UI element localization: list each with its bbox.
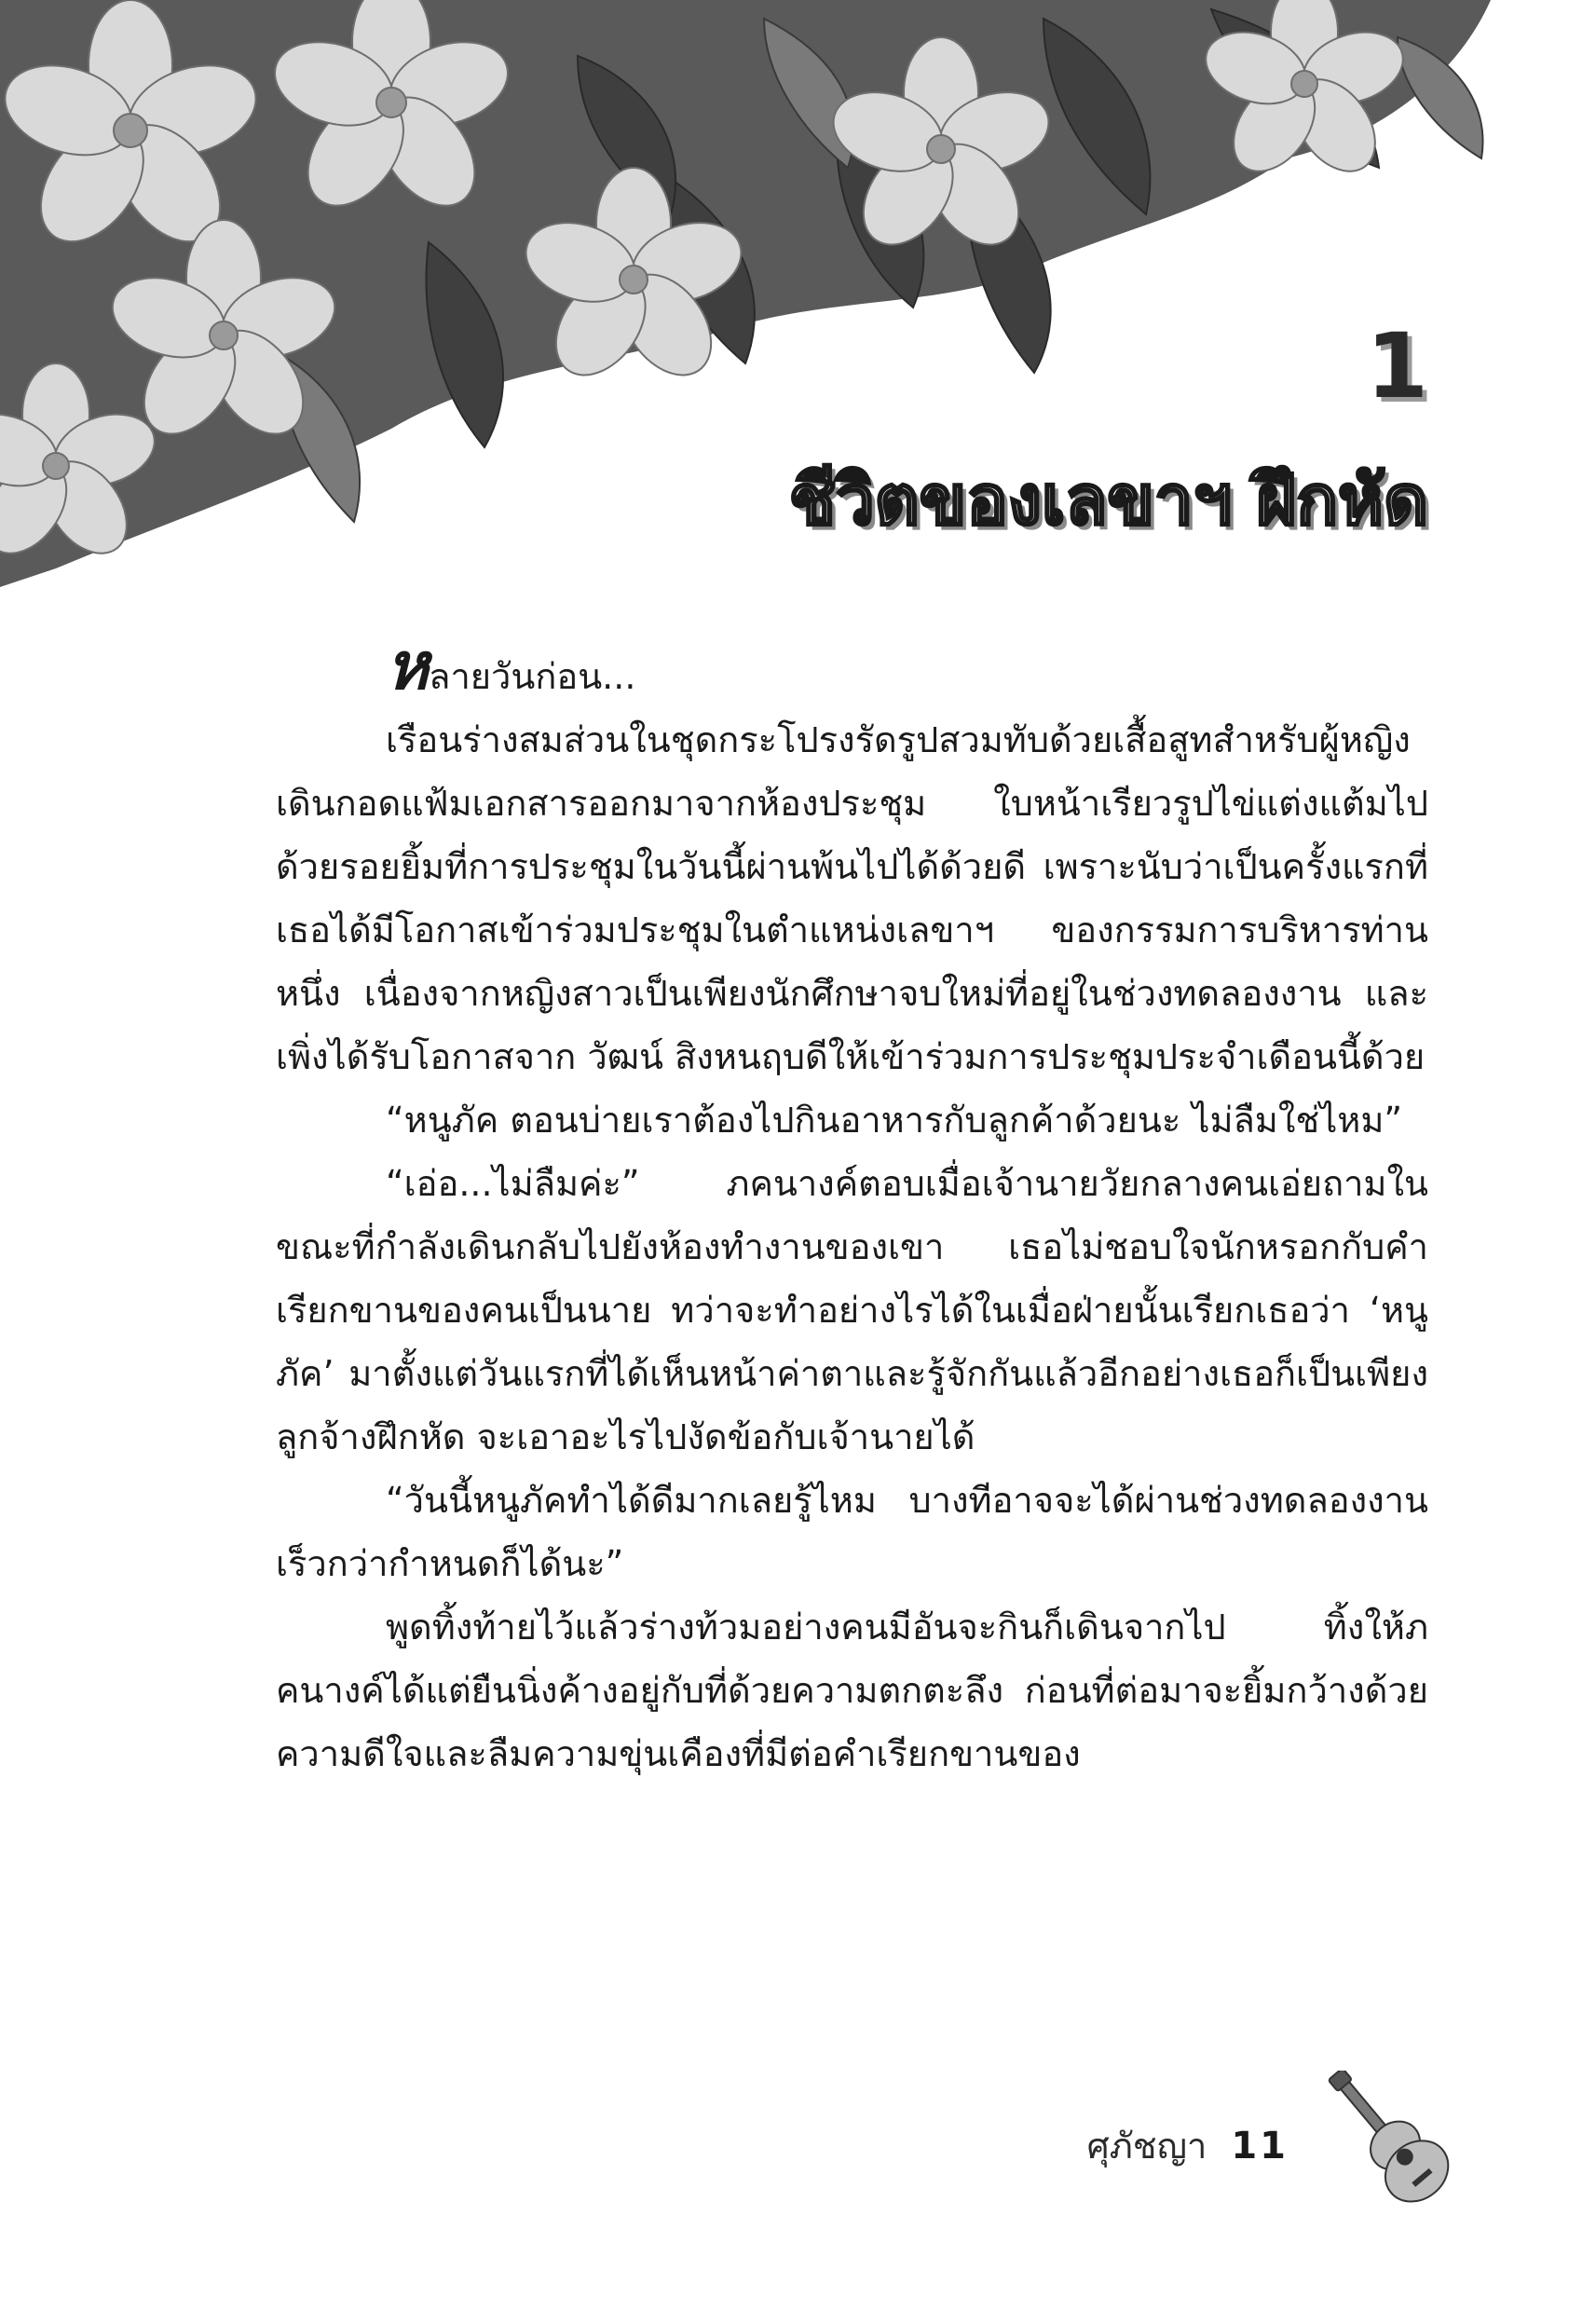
paragraph: เรือนร่างสมส่วนในชุดกระโปรงรัดรูปสวมทับด้วยเสื้อสูทสำหรับผู้หญิงเดินกอดแฟ้มเอกสารออกมาจากห้องประชุม ใบหน้าเรียวรูปไข่แต่งแต้มไปด้วยรอยยิ้มที่การประชุมในวันนี้ผ่านพ้นไปได้ด้วยดี เพราะนับว่าเป็นครั้งแรกที่เธอได้มีโอกาสเข้าร่วมประชุมในตำแหน่งเลขาฯ ของกรรมการบริหารท่านหนึ่ง เนื่องจากหญิงสาวเป็นเพียงนักศึกษาจบใหม่ที่อยู่ในช่วงทดลองงาน และเพิ่งได้รับโอกาสจาก วัฒน์ สิงหนฤบดีให้เข้าร่วมการประชุมประจำเดือนนี้ด้วย [276,719,1428,1077]
paragraph-text: ลายวันก่อน... [429,656,636,697]
drop-cap: ห [386,628,430,704]
chapter-body [276,628,1428,1785]
paragraph: “วันนี้หนูภัคทำได้ดีมากเลยรู้ไหม บางทีอาจจะได้ผ่านช่วงทดลองงานเร็วกว่ากำหนดก็ได้นะ” [276,1480,1428,1584]
author-name: ศุภัชญา [1086,2126,1207,2167]
paragraph: “หนูภัค ตอนบ่ายเราต้องไปกินอาหารกับลูกค้าด้วยนะ ไม่ลืมใช่ไหม” [386,1100,1403,1141]
page-number: 11 [1231,2124,1289,2167]
paragraph [276,628,1428,708]
paragraph: พูดทิ้งท้ายไว้แล้วร่างท้วมอย่างคนมีอันจะกินก็เดินจากไป ทิ้งให้ภคนางค์ได้แต่ยืนนิ่งค้างอยู่กับที่ด้วยความตกตะลึง ก่อนที่ต่อมาจะยิ้มกว้างด้วยความดีใจและลืมความขุ่นเคืองที่มีต่อคำเรียกขานของ [276,1607,1428,1774]
paragraph: “เอ่อ...ไม่ลืมค่ะ” ภคนางค์ตอบเมื่อเจ้านายวัยกลางคนเอ่ยถามในขณะที่กำลังเดินกลับไปยังห้องทำงานของเขา เธอไม่ชอบใจนักหรอกกับคำเรียกขานของคนเป็นนาย ทว่าจะทำอย่างไรได้ในเมื่อฝ่ายนั้นเรียกเธอว่า ‘หนูภัค’ มาตั้งแต่วันแรกที่ได้เห็นหน้าค่าตาและรู้จักกันแล้วอีกอย่างเธอก็เป็นเพียงลูกจ้างฝึกหัด จะเอาอะไรไปงัดข้อกับเจ้านายได้ [276,1163,1428,1457]
page-footer [1087,2117,1289,2174]
chapter-number: 1 [1366,314,1428,418]
chapter-title: ชีวิตของเลขาฯ ฝึกหัด [788,460,1428,540]
guitar-icon [1326,2071,1456,2210]
